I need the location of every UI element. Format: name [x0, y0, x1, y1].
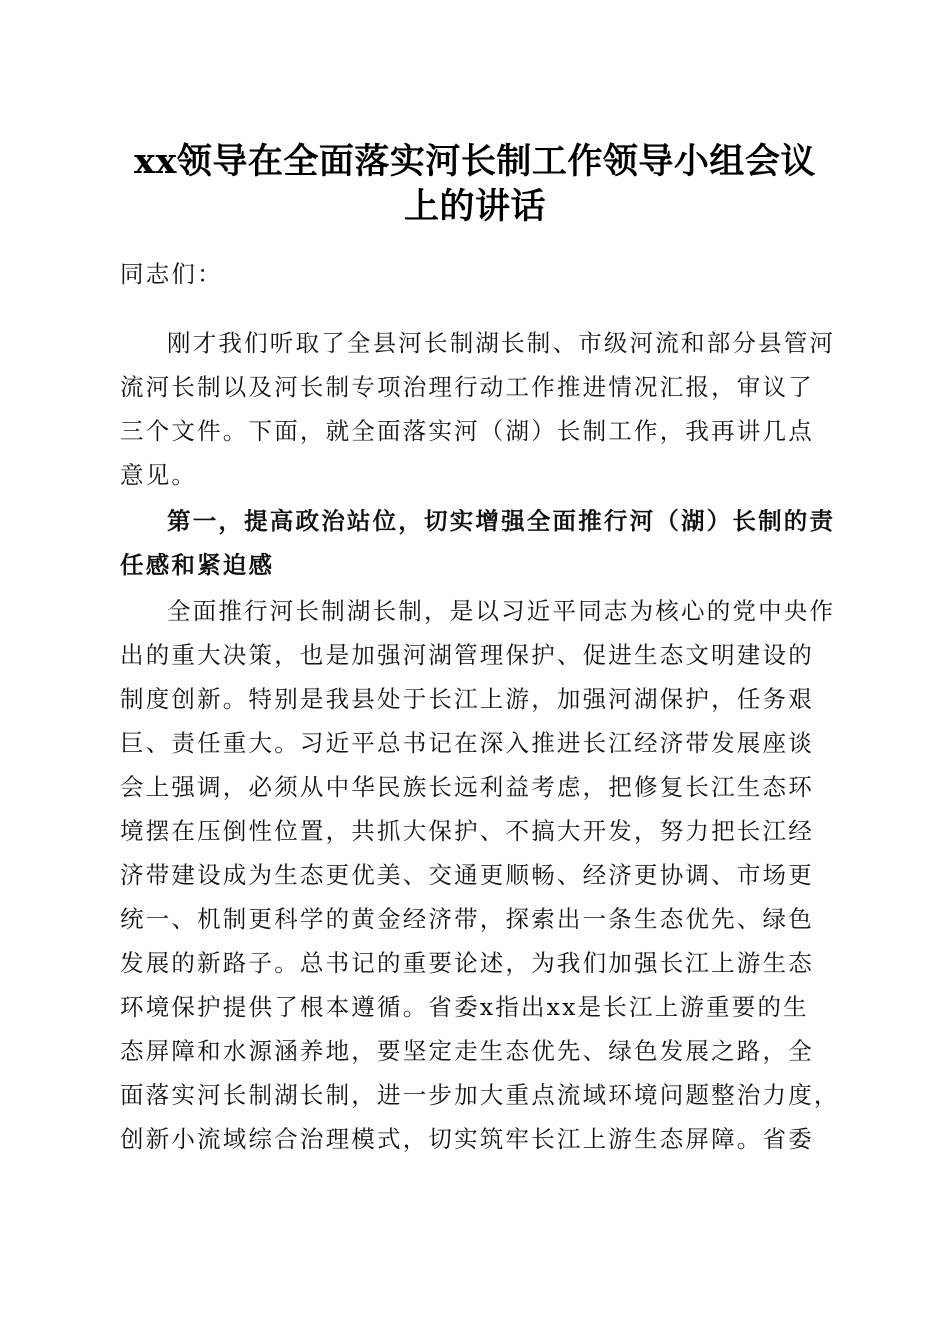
paragraph-line: 环境保护提供了根本遵循。省委x指出xx是长江上游重要的生 — [120, 993, 809, 1021]
paragraph-line: 创新小流域综合治理模式，切实筑牢长江上游生态屏障。省委 — [120, 1125, 814, 1153]
paragraph-line: 制度创新。特别是我县处于长江上游，加强河湖保护，任务艰 — [120, 685, 814, 713]
document-title-line-2: 上的讲话 — [403, 186, 546, 227]
paragraph-line: 面落实河长制湖长制，进一步加大重点流域环境问题整治力度， — [120, 1081, 840, 1109]
document-title-line-1: xx领导在全面落实河长制工作领导小组会议 — [134, 141, 816, 182]
paragraph-line: 济带建设成为生态更优美、交通更顺畅、经济更协调、市场更 — [120, 861, 814, 889]
paragraph-line: 巨、责任重大。习近平总书记在深入推进长江经济带发展座谈 — [120, 729, 814, 757]
paragraph-line: 统一、机制更科学的黄金经济带，探索出一条生态优先、绿色 — [120, 905, 814, 933]
paragraph-body — [120, 589, 840, 1161]
section-heading-1 — [120, 499, 840, 587]
paragraph-line: 会上强调，必须从中华民族长远利益考虑，把修复长江生态环 — [120, 773, 814, 801]
paragraph-line: 意见。 — [120, 461, 198, 489]
paragraph-line: 全面推行河长制湖长制，是以习近平同志为核心的党中央作 — [167, 597, 836, 625]
paragraph-line: 境摆在压倒性位置，共抓大保护、不搞大开发，努力把长江经 — [120, 817, 814, 845]
paragraph-line: 出的重大决策，也是加强河湖管理保护、促进生态文明建设的 — [120, 641, 814, 669]
paragraph-line: 刚才我们听取了全县河长制湖长制、市级河流和部分县管河 — [167, 329, 836, 357]
greeting: 同志们： — [120, 260, 223, 288]
paragraph-intro — [120, 321, 840, 497]
paragraph-line: 流河长制以及河长制专项治理行动工作推进情况汇报，审议了 — [120, 373, 814, 401]
paragraph-line: 发展的新路子。总书记的重要论述，为我们加强长江上游生态 — [120, 949, 814, 977]
paragraph-line: 态屏障和水源涵养地，要坚定走生态优先、绿色发展之路，全 — [120, 1037, 814, 1065]
heading-line: 第一，提高政治站位，切实增强全面推行河（湖）长制的责 — [167, 507, 836, 535]
paragraph-line: 三个文件。下面，就全面落实河（湖）长制工作，我再讲几点 — [120, 417, 814, 445]
heading-line: 任感和紧迫感 — [120, 551, 275, 579]
